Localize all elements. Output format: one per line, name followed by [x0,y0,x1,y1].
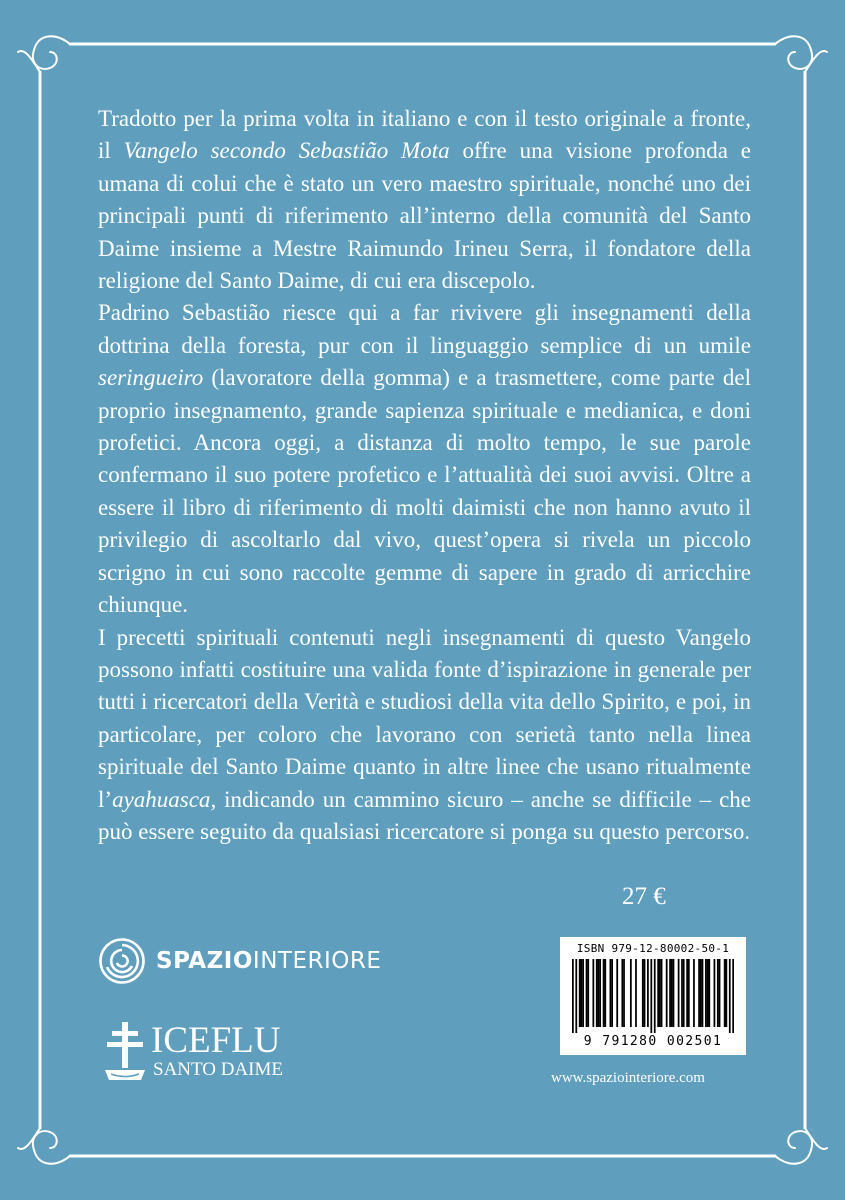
back-cover-blurb [98,103,751,848]
barcode-bar [724,959,726,1027]
barcode-bar [661,959,663,1027]
barcode-bar [572,959,574,1033]
barcode-bar [581,959,583,1027]
barcode-bar [642,959,644,1027]
barcode-bar [678,959,680,1027]
barcode-bar [654,959,656,1033]
isbn-label: ISBN 979-12-80002-50-1 [576,942,730,955]
barcode-bar [647,959,649,1027]
barcode-bar [611,959,613,1027]
barcode-bar [666,959,668,1027]
barcode-bar [702,959,704,1027]
book-title-italic: Vangelo secondo Sebastião Mota [123,138,450,164]
barcode-bar [683,959,685,1027]
barcode-bar [693,959,695,1027]
barcode-bar [659,959,661,1027]
barcode-bar [700,959,702,1027]
barcode-bar [717,959,719,1027]
barcode-bar [582,959,584,1027]
barcode-bar [603,959,605,1027]
barcode-bar [635,959,637,1027]
barcode-bar [657,959,659,1027]
publisher-name: SPAZIOINTERIORE [156,948,382,974]
double-cross-icon [103,1022,147,1084]
isbn-barcode [560,937,746,1055]
barcode-bar [729,959,731,1033]
blurb-paragraph-2: Padrino Sebastião riesce qui a far rivivere gli insegnamenti della dottrina della foresta, pur con il linguaggio semplice di un umile seringueiro (lavoratore della gomma) e a trasmettere, come parte del proprio insegnamento, grande sapienza spirituale e medianica, e doni profetici. Ancora oggi, a distanza di molto tempo, le sue parole confermano il suo potere profetico e l’attualità dei suoi avvisi. Oltre a essere il libro di riferimento di molti daimisti che non hanno avuto il privilegio di ascoltarlo dal vivo, quest’opera si rivela un piccolo scrigno in cui sono raccolte gemme di sapere in grado di arricchire chiunque. [98,300,751,618]
barcode-bar [596,959,598,1027]
barcode-bar [714,959,716,1027]
barcode-bar [708,959,710,1027]
publisher-website: www.spaziointeriore.com [551,1070,705,1086]
barcode-bars [572,959,734,1033]
barcode-bar [681,959,683,1027]
barcode-bar [669,959,671,1027]
barcode-bar [598,959,600,1027]
barcode-bar [707,959,709,1027]
barcode-bar [688,959,690,1027]
organization-name: ICEFLU [151,1020,281,1061]
barcode-bar [621,959,623,1027]
barcode-bar [673,959,675,1027]
barcode-bar [610,959,612,1027]
labyrinth-circle-icon [98,937,146,985]
barcode-bar [604,959,606,1027]
barcode-bar [719,959,721,1027]
barcode-bar [644,959,646,1027]
barcode-bar [623,959,625,1027]
barcode-bar [616,959,618,1027]
barcode-bar [592,959,594,1027]
publisher-logo [98,937,381,985]
price-label: 27 € [622,883,666,910]
term-italic: seringueiro [98,365,204,391]
barcode-bar [630,959,632,1027]
barcode-bar [586,959,588,1027]
barcode-bar [686,959,688,1027]
barcode-bar [732,959,734,1033]
barcode-bar [650,959,652,1033]
barcode-bar [587,959,589,1027]
blurb-paragraph-1: Tradotto per la prima volta in italiano e con il testo originale a fronte, il Vangelo secondo Sebastião Mota offre una visione profonda e umana di colui che è stato un vero maestro spirituale, nonché uno dei principali punti di riferimento all’interno della comunità del Santo Daime insieme a Mestre Raimundo Irineu Serra, il fondatore della religione del Santo Daime, di cui era discepolo. [98,106,751,294]
term-italic: ayahuasca [112,786,211,812]
barcode-bar [671,959,673,1027]
barcode-bar [698,959,700,1027]
barcode-bar [575,959,577,1033]
organization-subtitle: SANTO DAIME [153,1059,284,1080]
barcode-bar [725,959,727,1027]
barcode-bar [599,959,601,1027]
organization-logo [103,1022,283,1084]
ean-digits: 9 791280 002501 [583,1034,723,1049]
barcode-bar [579,959,581,1027]
blurb-paragraph-3: I precetti spirituali contenuti negli insegnamenti di questo Vangelo possono infatti costituire una valida fonte d’ispirazione in generale per tutti i ricercatori della Verità e studiosi della vita dello Spirito, e poi, in particolare, per coloro che lavorano con serietà tanto nella linea spirituale del Santo Daime quanto in altre linee che usano ritualmente l’ayahuasca, indicando un cammino sicuro – anche se difficile – che può essere seguito da qualsiasi ricercatore si ponga su questo percorso. [98,624,751,844]
barcode-bar [705,959,707,1027]
